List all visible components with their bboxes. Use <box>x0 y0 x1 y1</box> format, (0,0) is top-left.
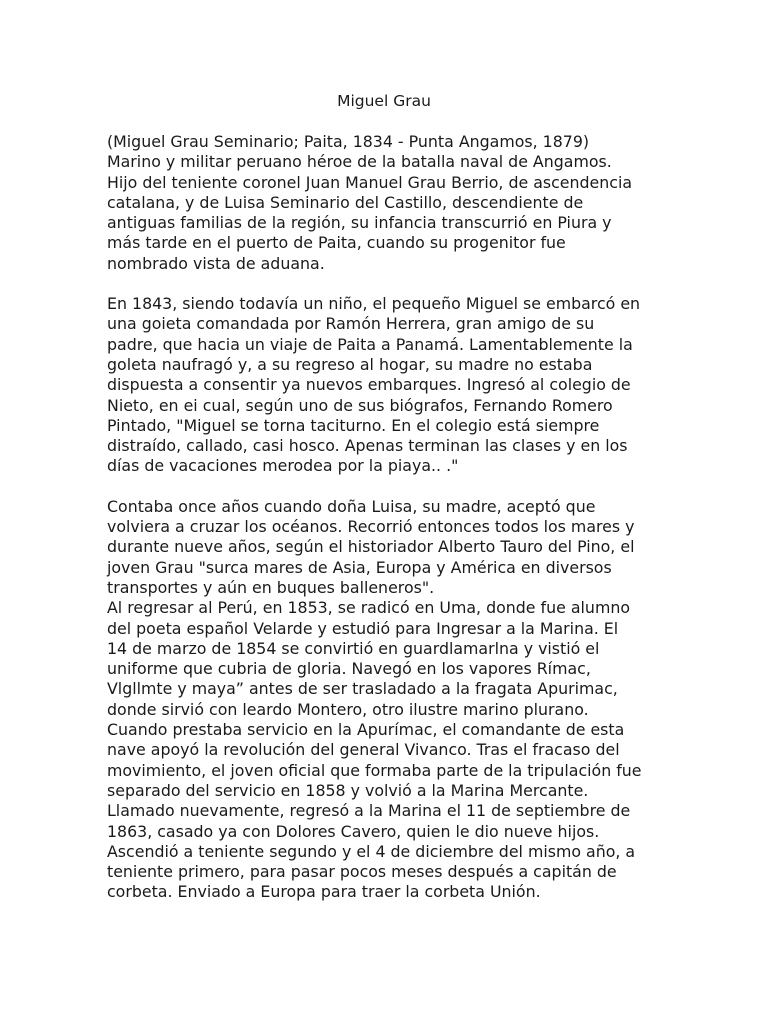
document-title: Miguel Grau <box>337 92 431 110</box>
paragraph <box>107 132 667 274</box>
text-line: dispuesta a consentir ya nuevos embarques. Ingresó al colegio de <box>107 375 631 395</box>
text-line: Pintado, "Miguel se torna taciturno. En el colegio está siempre <box>107 415 600 435</box>
text-line: días de vacaciones merodea por la piaya.. ." <box>107 456 459 476</box>
text-line: del poeta español Velarde y estudió para Ingresar a la Marina. El <box>107 618 619 638</box>
text-line: En 1843, siendo todavía un niño, el pequeño Miguel se embarcó en <box>107 294 641 314</box>
text-line: Ascendió a teniente segundo y el 4 de diciembre del mismo año, a <box>107 841 636 861</box>
text-line: 1863, casado ya con Dolores Cavero, quien le dio nueve hijos. <box>107 821 600 841</box>
paragraph <box>107 497 667 598</box>
text-line: goleta naufragó y, a su regreso al hogar, su madre no estaba <box>107 354 593 374</box>
text-line: 14 de marzo de 1854 se convirtió en guardlamarlna y vistió el <box>107 638 600 658</box>
text-line: nombrado vista de aduana. <box>107 253 325 273</box>
text-line: joven Grau "surca mares de Asia, Europa y América en diversos <box>107 557 612 577</box>
text-line: Hijo del teniente coronel Juan Manuel Grau Berrio, de ascendencia <box>107 172 633 192</box>
text-line: volviera a cruzar los océanos. Recorrió entonces todos los mares y <box>107 517 635 537</box>
text-line: Marino y militar peruano héroe de la batalla naval de Angamos. <box>107 152 612 172</box>
text-line: teniente primero, para pasar pocos meses después a capitán de <box>107 862 617 882</box>
text-line: donde sirvió con leardo Montero, otro ilustre marino plurano. <box>107 699 589 719</box>
text-line: catalana, y de Luisa Seminario del Castillo, descendiente de <box>107 192 584 212</box>
text-line: Contaba once años cuando doña Luisa, su madre, aceptó que <box>107 496 596 516</box>
text-line: Al regresar al Perú, en 1853, se radicó en Uma, donde fue alumno <box>107 598 631 618</box>
text-line: nave apoyó la revolución del general Vivanco. Tras el fracaso del <box>107 740 620 760</box>
text-line: Vlgllmte y maya” antes de ser trasladado a la fragata Apurimac, <box>107 679 618 699</box>
document-body <box>107 132 667 903</box>
text-line: separado del servicio en 1858 y volvió a la Marina Mercante. <box>107 780 589 800</box>
text-line: más tarde en el puerto de Paita, cuando su progenitor fue <box>107 233 566 253</box>
text-line: antiguas familias de la región, su infancia transcurrió en Piura y <box>107 213 612 233</box>
text-line: transportes y aún en buques balleneros". <box>107 577 435 597</box>
paragraph <box>107 294 667 477</box>
text-line: una goieta comandada por Ramón Herrera, gran amigo de su <box>107 314 595 334</box>
paragraph <box>107 598 667 902</box>
text-line: padre, que hacia un viaje de Paita a Panamá. Lamentablemente la <box>107 334 633 354</box>
text-line: Cuando prestaba servicio en la Apurímac, el comandante de esta <box>107 720 625 740</box>
text-line: movimiento, el joven oficial que formaba parte de la tripulación fue <box>107 760 642 780</box>
text-line: Nieto, en ei cual, según uno de sus biógrafos, Fernando Romero <box>107 395 613 415</box>
text-line: distraído, callado, casi hosco. Apenas terminan las clases y en los <box>107 436 628 456</box>
text-line: corbeta. Enviado a Europa para traer la corbeta Unión. <box>107 882 541 902</box>
text-line: uniforme que cubria de gloria. Navegó en los vapores Rímac, <box>107 659 591 679</box>
text-line: durante nueve años, según el historiador Alberto Tauro del Pino, el <box>107 537 635 557</box>
text-line: Llamado nuevamente, regresó a la Marina el 11 de septiembre de <box>107 801 631 821</box>
text-line: (Miguel Grau Seminario; Paita, 1834 - Punta Angamos, 1879) <box>107 132 590 151</box>
